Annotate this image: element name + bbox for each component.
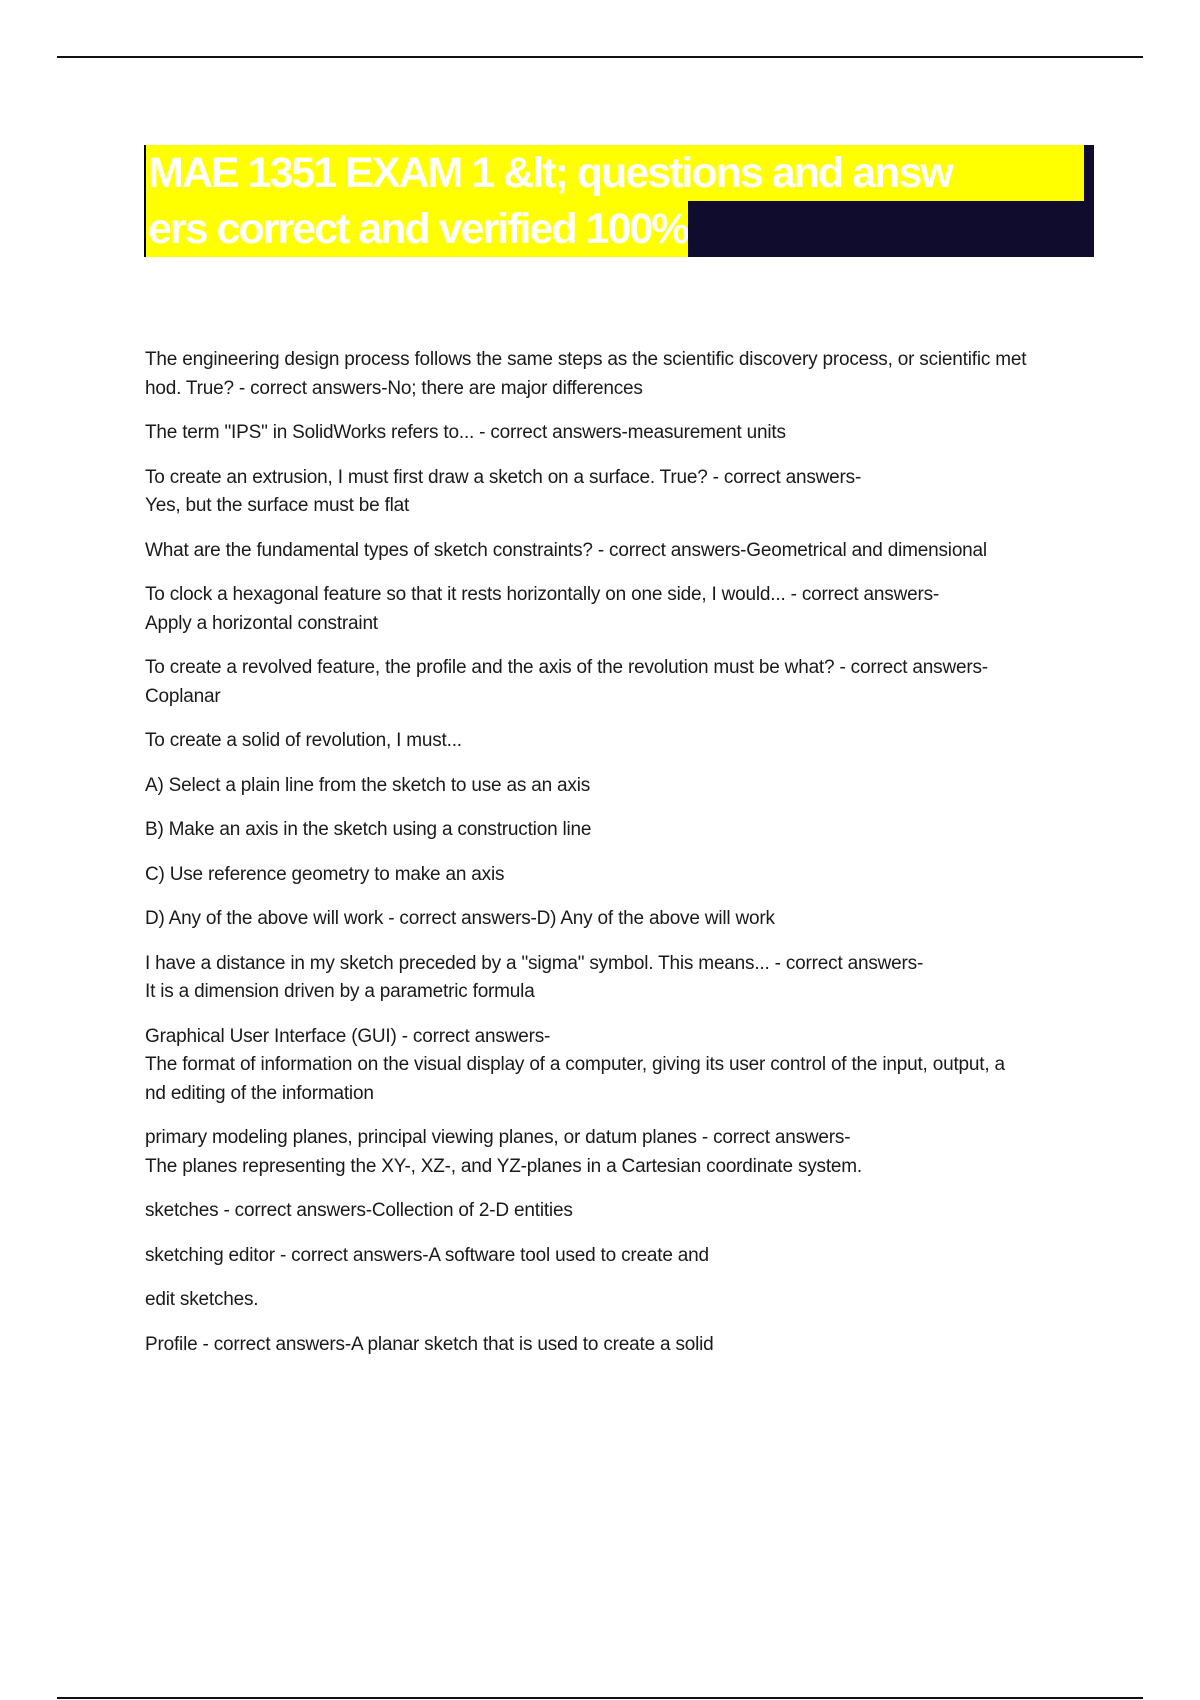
qa-entry	[145, 950, 1090, 1007]
qa-entry	[145, 1286, 1090, 1315]
qa-entry	[145, 1197, 1090, 1226]
qa-line: edit sketches.	[145, 1289, 259, 1310]
qa-line: B) Make an axis in the sketch using a construction line	[145, 819, 592, 840]
qa-line: I have a distance in my sketch preceded by a "sigma" symbol. This means... - correct answers-	[145, 952, 924, 974]
qa-entry	[145, 905, 1090, 934]
qa-entry	[145, 1242, 1090, 1271]
qa-entry	[145, 1331, 1090, 1360]
qa-entry	[145, 772, 1090, 801]
top-rule	[57, 56, 1143, 58]
qa-line: The planes representing the XY-, XZ-, and YZ-planes in a Cartesian coordinate system.	[145, 1155, 863, 1177]
qa-entry	[145, 419, 1090, 448]
qa-line: sketches - correct answers-Collection of 2-D entities	[145, 1200, 573, 1221]
qa-line: The term "IPS" in SolidWorks refers to... - correct answers-measurement units	[145, 422, 786, 443]
qa-line: To create a revolved feature, the profile and the axis of the revolution must be what? - correct answers-	[145, 657, 988, 678]
document-title-line-2: ers correct and verified 100%	[146, 201, 688, 257]
qa-line: Profile - correct answers-A planar sketch that is used to create a solid	[145, 1333, 714, 1355]
qa-line: What are the fundamental types of sketch constraints? - correct answers-Geometrical and dimensional	[145, 539, 987, 561]
qa-line: It is a dimension driven by a parametric formula	[145, 981, 535, 1002]
qa-line: To create an extrusion, I must first draw a sketch on a surface. True? - correct answers-	[145, 466, 862, 488]
qa-line: To clock a hexagonal feature so that it rests horizontally on one side, I would... - correct answers-	[145, 584, 940, 605]
qa-line: sketching editor - correct answers-A software tool used to create and	[145, 1244, 709, 1266]
bottom-rule	[57, 1697, 1143, 1699]
qa-entry	[145, 1023, 1090, 1109]
qa-entry	[145, 346, 1090, 403]
qa-entry	[145, 816, 1090, 845]
qa-entry	[145, 861, 1090, 890]
qa-line: C) Use reference geometry to make an axis	[145, 863, 505, 885]
qa-line: Graphical User Interface (GUI) - correct answers-	[145, 1025, 551, 1047]
qa-entry	[145, 581, 1090, 638]
qa-entry	[145, 654, 1090, 711]
qa-line: The format of information on the visual display of a computer, giving its user control of the input, output, a	[145, 1054, 1005, 1075]
qa-line: D) Any of the above will work - correct answers-D) Any of the above will work	[145, 908, 775, 929]
qa-line: Yes, but the surface must be flat	[145, 495, 410, 516]
qa-line: A) Select a plain line from the sketch to use as an axis	[145, 774, 591, 796]
qa-line: Coplanar	[145, 685, 221, 707]
qa-entry	[145, 727, 1090, 756]
document-body	[145, 346, 1090, 1375]
qa-entry	[145, 1124, 1090, 1181]
document-title-block	[144, 145, 1094, 257]
qa-line: To create a solid of revolution, I must...	[145, 730, 462, 751]
qa-line: hod. True? - correct answers-No; there are major differences	[145, 377, 643, 399]
qa-line: primary modeling planes, principal viewing planes, or datum planes - correct answers-	[145, 1127, 851, 1148]
qa-line: Apply a horizontal constraint	[145, 612, 378, 634]
qa-line: nd editing of the information	[145, 1082, 374, 1104]
qa-line: The engineering design process follows the same steps as the scientific discovery process, or scientific met	[145, 349, 1027, 370]
document-title-line-1: MAE 1351 EXAM 1 &lt; questions and answ	[146, 145, 1084, 201]
qa-entry	[145, 537, 1090, 566]
qa-entry	[145, 464, 1090, 521]
